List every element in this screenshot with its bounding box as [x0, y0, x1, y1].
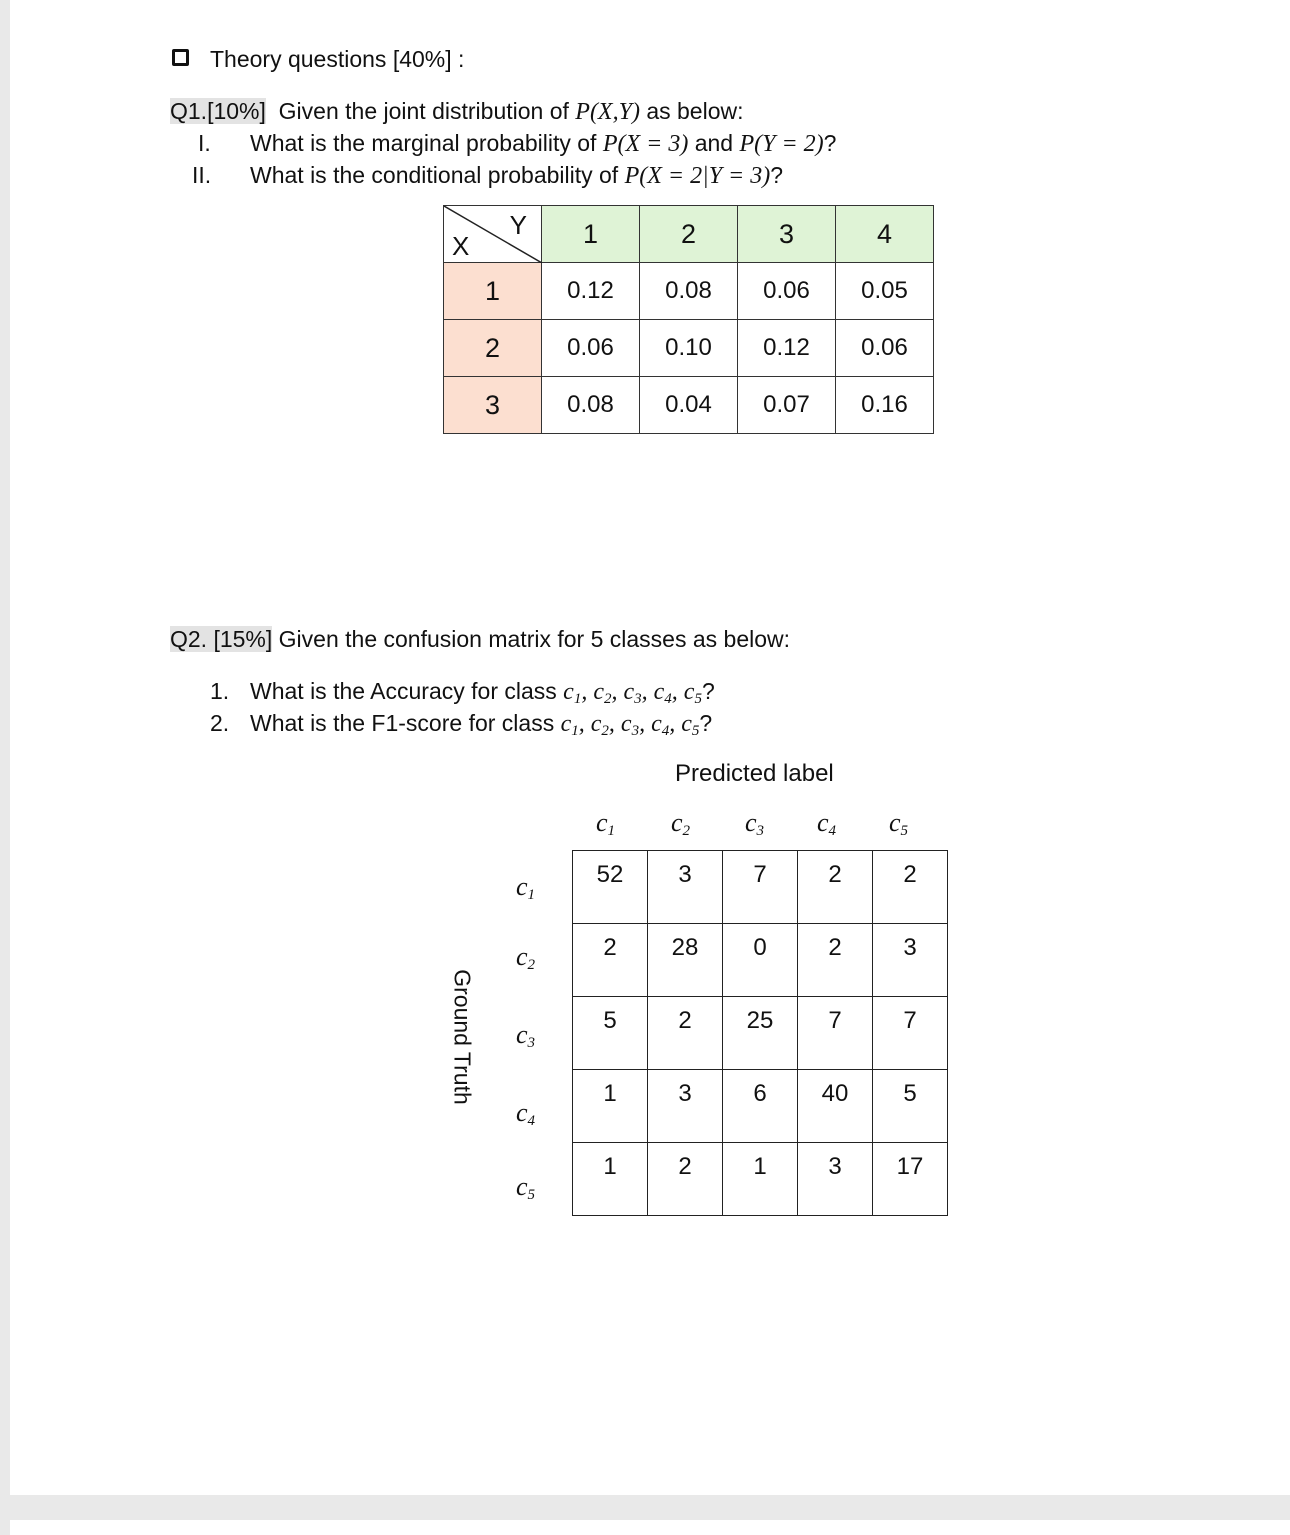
matrix-cell: 3	[648, 1070, 723, 1143]
q1-intro-pre: Given the joint distribution of	[278, 98, 576, 124]
class-symbol: c	[593, 679, 604, 705]
class-index: 2	[527, 957, 536, 973]
matrix-cell: 25	[723, 997, 798, 1070]
class-symbol: c	[516, 1098, 528, 1127]
q1-item-1-post: ?	[823, 130, 837, 156]
class-index: 5	[691, 723, 700, 739]
checkbox-icon	[172, 49, 189, 66]
col-axis-label: Y	[509, 210, 527, 240]
predicted-label-title: Predicted label	[675, 760, 834, 787]
matrix-cell: 2	[648, 1143, 723, 1216]
class-symbol: c	[516, 872, 528, 901]
matrix-cell: 7	[873, 997, 948, 1070]
matrix-row	[573, 851, 948, 924]
table-cell: 0.06	[836, 320, 934, 377]
matrix-cell: 3	[648, 851, 723, 924]
q2-item-1	[250, 677, 715, 706]
q1-item-2-post: ?	[770, 162, 784, 188]
q1-item-1-text: What is the marginal probability of	[250, 130, 603, 156]
class-symbol: c	[817, 808, 829, 837]
q2-item-1-suffix: ?	[701, 678, 715, 704]
matrix-cell: 28	[648, 924, 723, 997]
table-cell: 0.06	[542, 320, 640, 377]
table-row	[444, 377, 934, 434]
class-symbol: c	[681, 711, 692, 737]
y-header: 1	[542, 206, 640, 263]
class-symbol: c	[560, 711, 572, 737]
q2-item-2-classes: $c_1$, $c_2$, $c_3$, $c_4$, $c_5$	[560, 711, 700, 739]
next-page-edge	[10, 1520, 1290, 1535]
table-row	[444, 263, 934, 320]
col-class-label	[745, 808, 764, 838]
y-header: 4	[836, 206, 934, 263]
class-index: 3	[631, 723, 640, 739]
q1-item-1-mid: and	[688, 130, 740, 156]
class-symbol: c	[563, 679, 574, 705]
class-index: 3	[756, 823, 765, 839]
table-header-row	[444, 206, 934, 263]
class-index: 2	[682, 823, 691, 839]
class-symbol: c	[516, 1020, 528, 1049]
row-class-label	[516, 1020, 535, 1050]
matrix-cell: 2	[648, 997, 723, 1070]
row-class-label	[516, 942, 535, 972]
matrix-cell: 40	[798, 1070, 873, 1143]
matrix-row	[573, 1070, 948, 1143]
class-index: 4	[664, 691, 672, 707]
q1-intro-math: P(X,Y)	[575, 99, 640, 125]
class-index: 2	[603, 691, 612, 707]
class-index: 1	[607, 823, 616, 839]
class-index: 4	[661, 723, 670, 739]
class-symbol: c	[623, 679, 635, 705]
matrix-cell: 2	[798, 851, 873, 924]
joint-distribution-table	[443, 205, 934, 434]
q1-item-1-math1: P(X = 3)	[602, 131, 689, 157]
class-index: 2	[601, 723, 609, 739]
q2-item-1-text: What is the Accuracy for class	[250, 678, 564, 704]
class-symbol: c	[590, 711, 602, 737]
q1-intro-post: as below:	[639, 98, 744, 124]
matrix-cell: 3	[798, 1143, 873, 1216]
table-corner-cell	[444, 206, 542, 263]
y-header: 2	[640, 206, 738, 263]
class-symbol: c	[596, 808, 608, 837]
q2-item-2	[250, 709, 712, 738]
class-index: 3	[634, 691, 642, 707]
q2-tag: Q2. [15%]	[170, 626, 273, 652]
matrix-cell: 1	[573, 1143, 648, 1216]
table-cell: 0.10	[640, 320, 738, 377]
class-symbol: c	[653, 679, 665, 705]
class-symbol: c	[889, 808, 901, 837]
q1-tag: Q1.[10%]	[170, 98, 266, 124]
ground-truth-label: Ground Truth	[449, 969, 476, 1105]
q1-item-2-marker: II.	[192, 162, 212, 188]
y-header: 3	[738, 206, 836, 263]
matrix-cell: 2	[873, 851, 948, 924]
class-index: 5	[900, 823, 909, 839]
q1-heading	[170, 97, 744, 126]
matrix-cell: 5	[873, 1070, 948, 1143]
table-row	[444, 320, 934, 377]
q2-intro: Given the confusion matrix for 5 classes as below:	[278, 626, 791, 652]
table-cell: 0.16	[836, 377, 934, 434]
matrix-cell: 17	[873, 1143, 948, 1216]
q1-item-2-math1: P(X = 2|Y = 3)	[624, 163, 771, 189]
col-class-label	[671, 808, 690, 838]
q2-item-2-suffix: ?	[699, 710, 713, 736]
matrix-row	[573, 924, 948, 997]
row-class-label	[516, 1098, 535, 1128]
matrix-cell: 2	[798, 924, 873, 997]
table-cell: 0.06	[738, 263, 836, 320]
q1-item-1-math2: P(Y = 2)	[739, 131, 824, 157]
class-symbol: c	[745, 808, 757, 837]
matrix-cell: 1	[573, 1070, 648, 1143]
class-index: 3	[527, 1035, 536, 1051]
x-header: 3	[444, 377, 542, 434]
q1-item-1-marker: I.	[198, 130, 211, 156]
class-symbol: c	[516, 942, 528, 971]
row-class-label	[516, 872, 535, 902]
matrix-cell: 7	[798, 997, 873, 1070]
confusion-matrix	[572, 850, 948, 1216]
table-cell: 0.07	[738, 377, 836, 434]
table-cell: 0.08	[542, 377, 640, 434]
matrix-cell: 52	[573, 851, 648, 924]
class-index: 1	[527, 887, 536, 903]
matrix-cell: 7	[723, 851, 798, 924]
q2-item-1-marker: 1.	[210, 678, 230, 704]
class-index: 1	[573, 691, 582, 707]
col-class-label	[596, 808, 615, 838]
matrix-cell: 6	[723, 1070, 798, 1143]
class-symbol: c	[620, 711, 632, 737]
q1-item-2	[250, 161, 783, 190]
q2-heading	[170, 625, 790, 653]
table-cell: 0.05	[836, 263, 934, 320]
class-index: 1	[571, 723, 579, 739]
class-index: 5	[694, 691, 702, 707]
q1-item-2-text: What is the conditional probability of	[250, 162, 625, 188]
row-class-label	[516, 1172, 535, 1202]
x-header: 2	[444, 320, 542, 377]
x-header: 1	[444, 263, 542, 320]
q2-item-2-marker: 2.	[210, 710, 230, 736]
table-cell: 0.08	[640, 263, 738, 320]
q2-item-1-classes: $c_1$, $c_2$, $c_3$, $c_4$, $c_5$	[563, 679, 702, 707]
class-symbol: c	[683, 679, 695, 705]
row-axis-label: X	[452, 231, 470, 261]
matrix-cell: 0	[723, 924, 798, 997]
q2-item-2-text: What is the F1-score for class	[250, 710, 561, 736]
matrix-row	[573, 1143, 948, 1216]
matrix-cell: 5	[573, 997, 648, 1070]
table-cell: 0.12	[738, 320, 836, 377]
col-class-label	[889, 808, 908, 838]
section-title: Theory questions [40%] :	[210, 46, 465, 72]
table-cell: 0.04	[640, 377, 738, 434]
matrix-cell: 2	[573, 924, 648, 997]
table-cell: 0.12	[542, 263, 640, 320]
class-index: 5	[527, 1187, 536, 1203]
class-symbol: c	[516, 1172, 528, 1201]
matrix-cell: 1	[723, 1143, 798, 1216]
matrix-row	[573, 997, 948, 1070]
class-index: 4	[527, 1113, 536, 1129]
class-symbol: c	[671, 808, 683, 837]
matrix-cell: 3	[873, 924, 948, 997]
col-class-label	[817, 808, 836, 838]
class-symbol: c	[651, 711, 662, 737]
q1-item-1	[250, 129, 836, 158]
class-index: 4	[828, 823, 837, 839]
